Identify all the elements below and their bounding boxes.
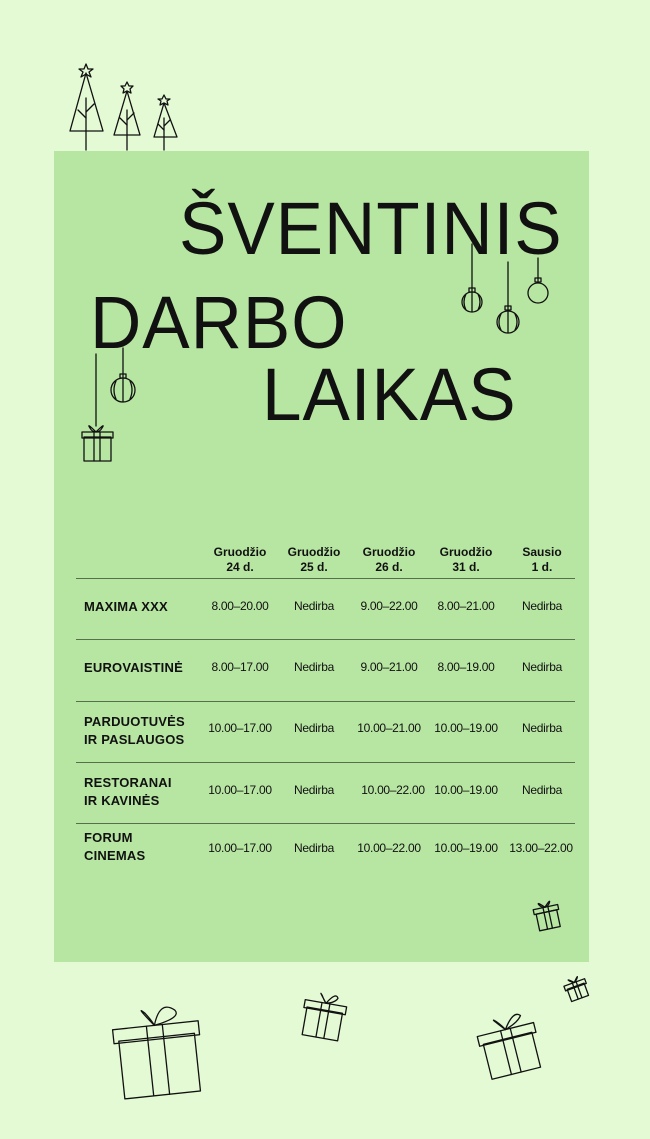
table-cell: 10.00–21.00 (357, 721, 421, 735)
column-header-dec-24 (205, 545, 275, 575)
table-cell: 10.00–19.00 (434, 841, 498, 855)
ornament-icon (528, 258, 548, 303)
table-cell: 10.00–17.00 (208, 783, 272, 797)
ornament-icon (111, 348, 135, 402)
table-divider (76, 578, 575, 579)
row-label-line: CINEMAS (84, 848, 146, 863)
column-header-line: Gruodžio (287, 545, 341, 559)
row-label (84, 598, 168, 616)
table-cell: Nedirba (522, 783, 562, 797)
row-label-line: IR KAVINĖS (84, 793, 160, 808)
row-label (84, 713, 185, 749)
row-label-line: EUROVAISTINĖ (84, 660, 183, 675)
column-header-dec-25 (279, 545, 349, 575)
table-cell: Nedirba (294, 841, 334, 855)
gift-icon (299, 991, 348, 1042)
table-cell: 8.00–17.00 (211, 660, 269, 674)
table-divider (76, 823, 575, 824)
table-divider (76, 701, 575, 702)
row-label (84, 659, 183, 677)
row-label-line: FORUM (84, 830, 133, 845)
column-header-dec-31 (431, 545, 501, 575)
row-label-line: IR PASLAUGOS (84, 732, 185, 747)
ornament-icon (462, 244, 482, 312)
column-header-line: Gruodžio (439, 545, 493, 559)
column-header-line: 24 d. (226, 560, 254, 574)
table-cell: Nedirba (294, 660, 334, 674)
gift-icon (474, 1011, 544, 1080)
gift-icon (82, 354, 113, 461)
column-header-line: Sausio (522, 545, 562, 559)
table-cell: 10.00–17.00 (208, 841, 272, 855)
row-label (84, 829, 145, 865)
title-line-1: ŠVENTINIS (179, 187, 563, 270)
table-cell: 8.00–19.00 (437, 660, 495, 674)
row-label-line: RESTORANAI (84, 775, 172, 790)
title-line-2: DARBO (90, 281, 348, 364)
gift-icon (562, 975, 590, 1003)
table-cell: 9.00–22.00 (360, 599, 418, 613)
table-divider (76, 762, 575, 763)
table-cell: 10.00–19.00 (434, 721, 498, 735)
gift-icon (532, 900, 562, 932)
table-cell: Nedirba (294, 721, 334, 735)
column-header-jan-1 (507, 545, 577, 575)
row-label (84, 774, 172, 810)
table-cell: Nedirba (522, 721, 562, 735)
column-header-line: 26 d. (375, 560, 403, 574)
table-cell: Nedirba (522, 660, 562, 674)
title-line-3: LAIKAS (262, 353, 517, 436)
table-cell: Nedirba (294, 599, 334, 613)
table-cell: 10.00–19.00 (434, 783, 498, 797)
column-header-dec-26 (354, 545, 424, 575)
table-cell: 9.00–21.00 (360, 660, 418, 674)
gift-icon (111, 1004, 206, 1099)
column-header-line: 25 d. (300, 560, 328, 574)
column-header-line: 31 d. (452, 560, 480, 574)
table-divider (76, 639, 575, 640)
ornament-icon (497, 262, 519, 333)
table-cell: Nedirba (294, 783, 334, 797)
column-header-line: 1 d. (531, 560, 553, 574)
table-cell: 8.00–20.00 (211, 599, 269, 613)
row-label-line: PARDUOTUVĖS (84, 714, 185, 729)
table-cell: 8.00–21.00 (437, 599, 495, 613)
column-header-line: Gruodžio (213, 545, 267, 559)
table-cell: 10.00–22.00 (361, 783, 425, 797)
table-cell: 13.00–22.00 (509, 841, 573, 855)
table-cell: Nedirba (522, 599, 562, 613)
column-header-line: Gruodžio (362, 545, 416, 559)
table-cell: 10.00–22.00 (357, 841, 421, 855)
table-cell: 10.00–17.00 (208, 721, 272, 735)
row-label-line: MAXIMA XXX (84, 599, 168, 614)
